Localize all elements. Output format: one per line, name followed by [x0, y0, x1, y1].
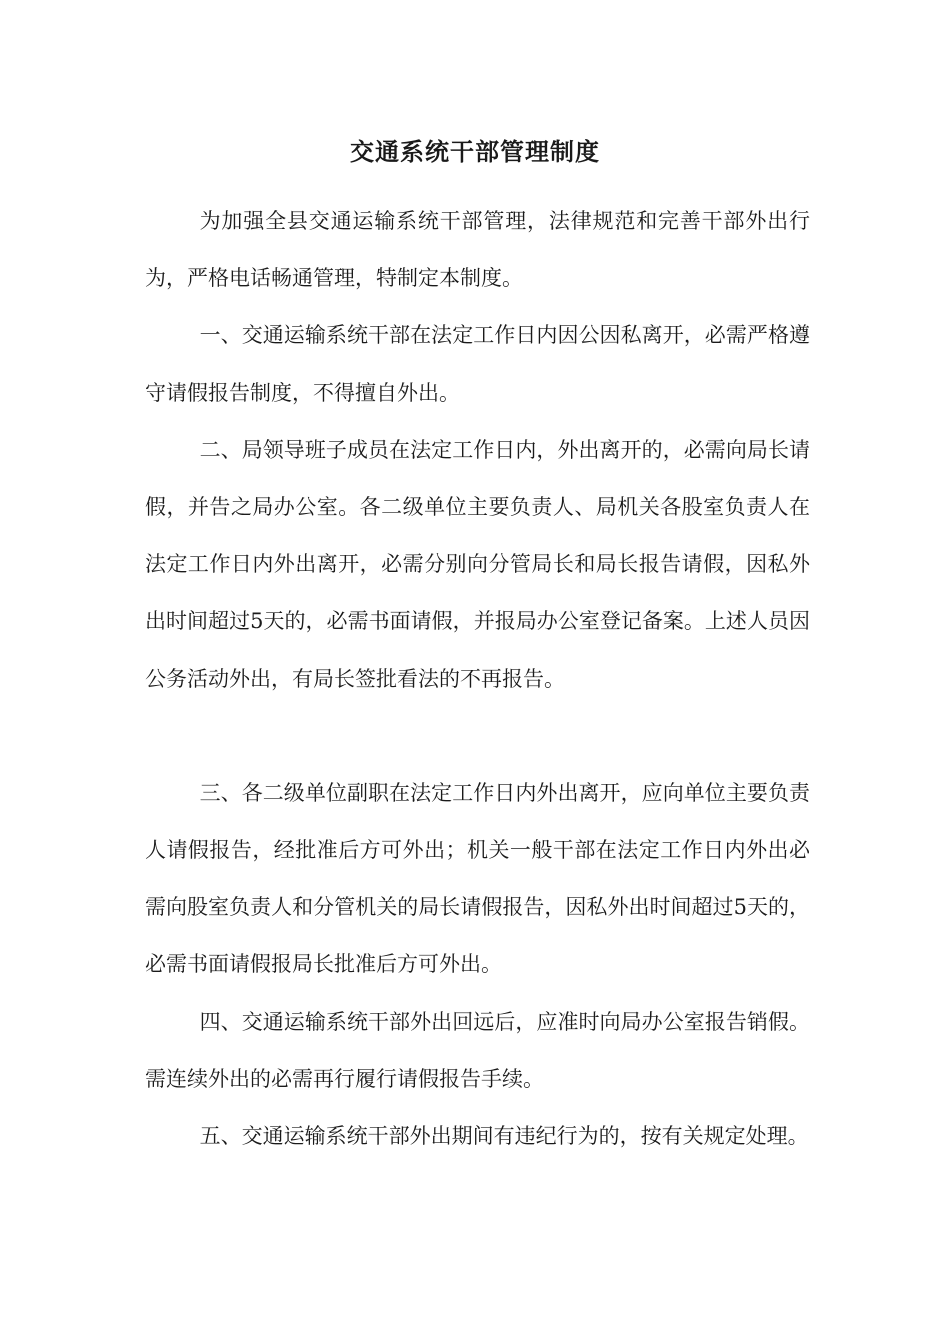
paragraph-spacer	[145, 708, 810, 765]
paragraph-article-3: 三、各二级单位副职在法定工作日内外出离开，应向单位主要负责人请假报告，经批准后方可外出；机关一般干部在法定工作日内外出必需向股室负责人和分管机关的局长请假报告，因私外出时间超过5天的，必需书面请假报局长批准后方可外出。	[145, 780, 810, 977]
paragraph-article-5: 五、交通运输系统干部外出期间有违纪行为的，按有关规定处理。	[199, 1124, 809, 1149]
document-body	[145, 193, 810, 1165]
paragraph-article-2: 二、局领导班子成员在法定工作日内，外出离开的，必需向局长请假，并告之局办公室。各二级单位主要负责人、局机关各股室负责人在法定工作日内外出离开，必需分别向分管局长和局长报告请假，因私外出时间超过5天的，必需书面请假，并报局办公室登记备案。上述人员因公务活动外出，有局长签批看法的不再报告。	[145, 437, 810, 691]
paragraph-article-1: 一、交通运输系统干部在法定工作日内因公因私离开，必需严格遵守请假报告制度，不得擅自外出。	[145, 323, 810, 405]
paragraph-article-4: 四、交通运输系统干部外出回远后，应准时向局办公室报告销假。需连续外出的必需再行履行请假报告手续。	[145, 1009, 810, 1091]
document-title: 交通系统干部管理制度	[350, 138, 600, 166]
paragraph-intro: 为加强全县交通运输系统干部管理，法律规范和完善干部外出行为，严格电话畅通管理，特制定本制度。	[145, 209, 810, 291]
